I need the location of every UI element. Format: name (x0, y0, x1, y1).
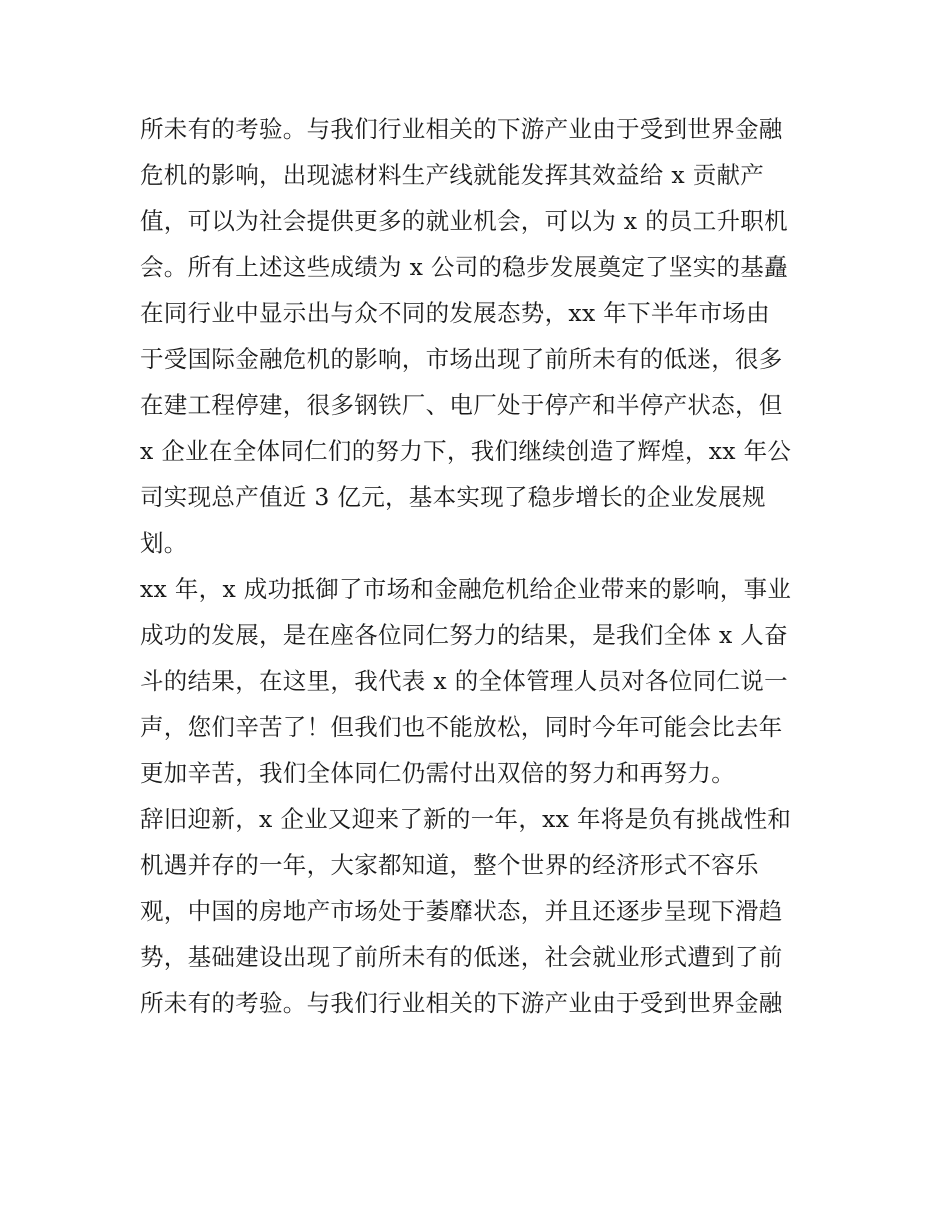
text-line: 会。所有上述这些成绩为 x 公司的稳步发展奠定了坚实的基矗 (140, 253, 788, 281)
text-line: 机遇并存的一年，大家都知道，整个世界的经济形式不容乐 (140, 851, 759, 879)
text-line: 司实现总产值近 3 亿元，基本实现了稳步增长的企业发展规 (140, 483, 766, 511)
text-line: x 企业在全体同仁们的努力下，我们继续创造了辉煌，xx 年公 (140, 437, 792, 465)
text-line: 划。 (140, 529, 188, 557)
body-text (140, 106, 820, 1026)
text-line: 成功的发展，是在座各位同仁努力的结果，是我们全体 x 人奋 (140, 621, 788, 649)
text-line: 于受国际金融危机的影响，市场出现了前所未有的低迷，很多 (140, 345, 783, 373)
text-line: 观，中国的房地产市场处于萎靡状态，并且还逐步呈现下滑趋 (140, 897, 783, 925)
text-line: 所未有的考验。与我们行业相关的下游产业由于受到世界金融 (140, 989, 783, 1017)
text-line: 势，基础建设出现了前所未有的低迷，社会就业形式遭到了前 (140, 943, 783, 971)
text-line: 在同行业中显示出与众不同的发展态势，xx 年下半年市场由 (140, 299, 770, 327)
text-line: 所未有的考验。与我们行业相关的下游产业由于受到世界金融 (140, 115, 783, 143)
text-line: 值，可以为社会提供更多的就业机会，可以为 x 的员工升职机 (140, 207, 788, 235)
text-line: 更加辛苦，我们全体同仁仍需付出双倍的努力和再努力。 (140, 759, 735, 787)
text-line: 斗的结果，在这里，我代表 x 的全体管理人员对各位同仁说一 (140, 667, 788, 695)
text-line: 在建工程停建，很多钢铁厂、电厂处于停产和半停产状态，但 (140, 391, 783, 419)
text-line: 声，您们辛苦了！但我们也不能放松，同时今年可能会比去年 (140, 713, 783, 741)
text-line: 辞旧迎新，x 企业又迎来了新的一年，xx 年将是负有挑战性和 (140, 805, 792, 833)
text-line: 危机的影响，出现滤材料生产线就能发挥其效益给 x 贡献产 (140, 161, 765, 189)
text-line: xx 年，x 成功抵御了市场和金融危机给企业带来的影响，事业 (140, 575, 792, 603)
